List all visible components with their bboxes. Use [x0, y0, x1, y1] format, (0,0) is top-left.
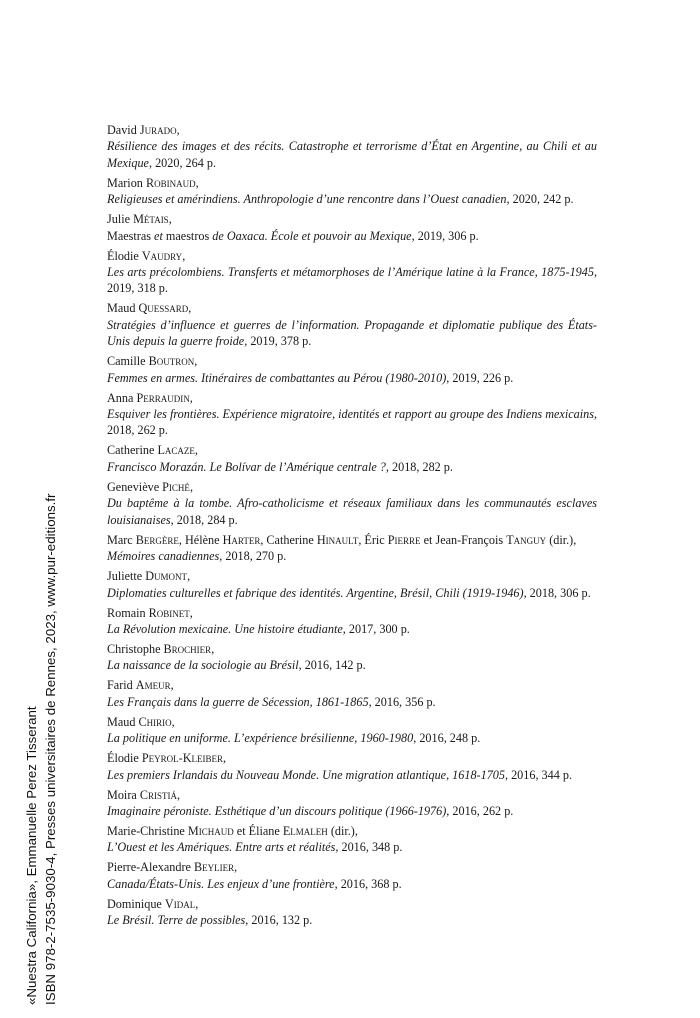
- entry-details: , 2016, 132 p.: [245, 913, 313, 928]
- entry-title: La Révolution mexicaine. Une histoire étudiante: [107, 621, 343, 636]
- bibliography-list: [107, 122, 597, 932]
- entry-reference: [107, 317, 597, 350]
- entry-title: Canada/États-Unis. Les enjeux d’une frontière: [107, 876, 335, 891]
- entry-reference: [107, 621, 597, 637]
- entry-title: La politique en uniforme. L’expérience brésilienne, 1960-1980: [107, 731, 414, 746]
- entry-title: Les arts précolombiens. Transferts et métamorphoses de l’Amérique latine à la France, 1875-1945: [107, 265, 594, 280]
- bibliography-entry: [107, 248, 597, 297]
- entry-title: Mémoires canadiennes: [107, 549, 220, 564]
- entry-author: Romain Robinet,: [107, 605, 193, 620]
- entry-title: Les premiers Irlandais du Nouveau Monde. Une migration atlantique, 1618-1705: [107, 767, 505, 782]
- entry-title: La naissance de la sociologie au Brésil: [107, 658, 299, 673]
- bibliography-entry: [107, 677, 597, 710]
- entry-details: , 2016, 248 p.: [413, 731, 481, 746]
- bibliography-entry: [107, 353, 597, 386]
- entry-details: , 2019, 306 p.: [411, 228, 479, 243]
- bibliography-entry: [107, 823, 597, 856]
- entry-details: , 2018, 284 p.: [170, 512, 238, 527]
- bibliography-entry: [107, 442, 597, 475]
- entry-details: , 2016, 368 p.: [334, 876, 402, 891]
- entry-details: , 2018, 282 p.: [385, 459, 453, 474]
- entry-reference: [107, 406, 597, 439]
- bibliography-entry: [107, 605, 597, 638]
- bibliography-entry: [107, 896, 597, 929]
- entry-reference: [107, 912, 597, 928]
- entry-author: Anna Perraudin,: [107, 390, 193, 405]
- entry-reference: Maestras et maestros de Oaxaca. École et pouvoir au Mexique, 2019, 306 p.: [107, 228, 479, 243]
- entry-reference: [107, 657, 597, 673]
- bibliography-entry: [107, 211, 597, 244]
- entry-title: Imaginaire péroniste. Esthétique d’un discours politique (1966-1976): [107, 803, 447, 818]
- bibliography-entry: [107, 532, 597, 565]
- entry-author: Farid Ameur,: [107, 678, 174, 693]
- entry-title: Diplomaties culturelles et fabrique des identités. Argentine, Brésil, Chili (1919-1946): [107, 585, 524, 600]
- entry-title: Religieuses et amérindiens. Anthropologie d’une rencontre dans l’Ouest canadien: [107, 192, 507, 207]
- entry-author: Christophe Brochier,: [107, 641, 215, 656]
- entry-title: L’Ouest et les Amériques. Entre arts et réalités: [107, 840, 336, 855]
- entry-details: , 2019, 226 p.: [446, 370, 514, 385]
- entry-reference: [107, 585, 597, 601]
- side-note-line-2: ISBN 978-2-7535-9030-4, Presses universitaires de Rennes, 2023, www.pur-editions.fr: [43, 493, 58, 1005]
- entry-reference: [107, 495, 597, 528]
- bibliography-entry: [107, 300, 597, 349]
- entry-details: , 2018, 270 p.: [219, 549, 287, 564]
- entry-details: , 2016, 142 p.: [298, 658, 366, 673]
- entry-reference: [107, 548, 597, 564]
- entry-title: Les Français dans la guerre de Sécession, 1861-1865: [107, 694, 369, 709]
- entry-details: , 2018, 306 p.: [523, 585, 591, 600]
- entry-details: , 2016, 344 p.: [504, 767, 573, 782]
- bibliography-entry: [107, 859, 597, 892]
- entry-author: Maud Quessard,: [107, 301, 192, 316]
- entry-reference: [107, 370, 597, 386]
- entry-title: Résilience des images et des récits. Catastrophe et terrorisme d’État en Argentine, au Chili et au Mexique: [107, 139, 597, 170]
- entry-reference: [107, 767, 597, 783]
- bibliography-entry: [107, 750, 597, 783]
- bibliography-entry: [107, 641, 597, 674]
- entry-details: , 2018, 262 p.: [107, 407, 597, 438]
- entry-details: , 2020, 242 p.: [506, 192, 574, 207]
- entry-details: , 2016, 348 p.: [335, 840, 403, 855]
- entry-details: , 2020, 264 p.: [148, 155, 216, 170]
- entry-title: Du baptême à la tombe. Afro-catholicisme et réseaux familiaux dans les communautés esclaves louisianaises: [107, 496, 597, 527]
- entry-title: Esquiver les frontières. Expérience migratoire, identités et rapport au groupe des Indiens mexicains: [107, 407, 594, 422]
- entry-title: Stratégies d’influence et guerres de l’information. Propagande et diplomatie publique des États-Unis depuis la guerre froide: [107, 317, 597, 349]
- entry-details: , 2019, 318 p.: [107, 265, 597, 296]
- entry-title: Francisco Morazán. Le Bolívar de l’Amérique centrale ?: [107, 459, 386, 474]
- entry-author: Camille Boutron,: [107, 354, 198, 369]
- entry-author: Pierre-Alexandre Beylier,: [107, 860, 238, 875]
- entry-author: Dominique Vidal,: [107, 896, 199, 911]
- bibliography-entry: [107, 390, 597, 439]
- entry-details: , 2017, 300 p.: [342, 621, 410, 636]
- entry-author: Marion Robinaud,: [107, 175, 199, 190]
- entry-details: , 2016, 262 p.: [446, 803, 514, 818]
- entry-author: Julie Métais,: [107, 212, 172, 227]
- bibliography-entry: [107, 175, 597, 208]
- entry-author: Maud Chirio,: [107, 714, 175, 729]
- entry-author: David Jurado,: [107, 123, 180, 137]
- entry-author: Marie-Christine Michaud et Éliane Elmaleh (dir.),: [107, 823, 358, 838]
- side-copyright-note: [22, 494, 60, 1005]
- entry-reference: [107, 876, 597, 892]
- side-note-line-1: «Nuestra California», Emmanuelle Perez Tisserant: [24, 706, 39, 1005]
- entry-title: Le Brésil. Terre de possibles: [107, 913, 246, 928]
- entry-reference: [107, 138, 597, 171]
- entry-reference: [107, 694, 597, 710]
- entry-reference: [107, 730, 597, 746]
- entry-reference: [107, 459, 597, 475]
- entry-author: Marc Bergère, Hélène Harter, Catherine Hinault, Éric Pierre et Jean-François Tanguy (dir.),: [107, 532, 577, 547]
- bibliography-entry: [107, 714, 597, 747]
- entry-author: Geneviève Piché,: [107, 479, 193, 494]
- entry-author: Élodie Peyrol-Kleiber,: [107, 751, 227, 766]
- entry-details: , 2019, 378 p.: [244, 334, 312, 349]
- bibliography-entry: [107, 787, 597, 820]
- entry-reference: [107, 803, 597, 819]
- entry-author: Catherine Lacaze,: [107, 443, 198, 458]
- entry-reference: [107, 839, 597, 855]
- bibliography-entry: [107, 479, 597, 528]
- bibliography-entry: [107, 122, 597, 171]
- entry-reference: [107, 264, 597, 297]
- entry-reference: [107, 191, 597, 207]
- entry-title: de Oaxaca. École et pouvoir au Mexique: [212, 228, 412, 243]
- entry-author: Moira Cristiá,: [107, 787, 181, 802]
- entry-author: Élodie Vaudry,: [107, 248, 186, 263]
- entry-title: Femmes en armes. Itinéraires de combattantes au Pérou (1980-2010): [107, 370, 447, 385]
- entry-details: , 2016, 356 p.: [368, 694, 436, 709]
- entry-author: Juliette Dumont,: [107, 569, 191, 584]
- bibliography-entry: [107, 568, 597, 601]
